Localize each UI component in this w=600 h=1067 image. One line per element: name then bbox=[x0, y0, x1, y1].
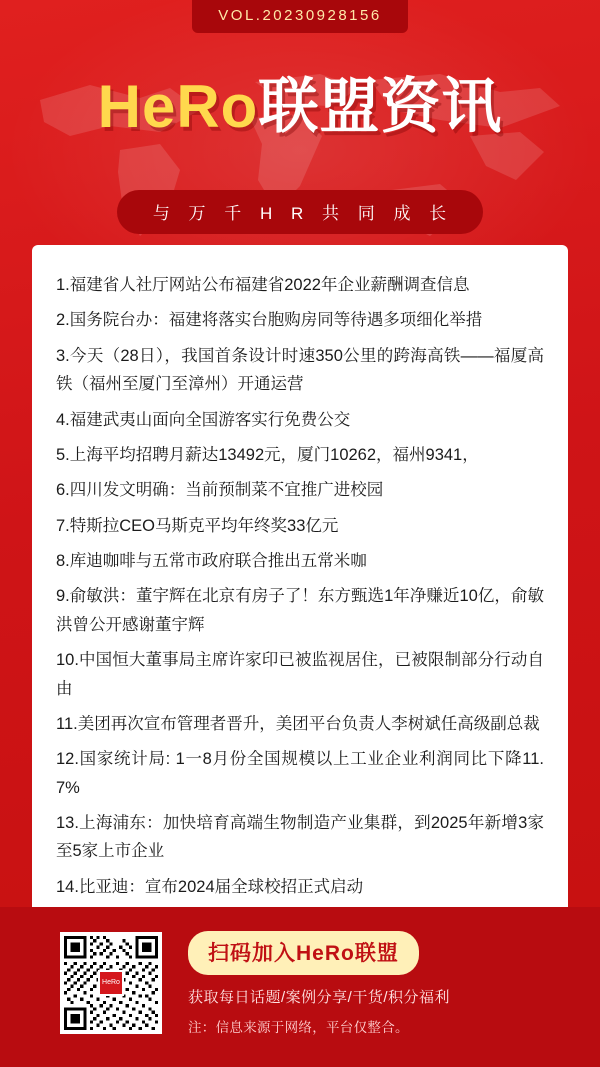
list-item: 9.俞敏洪：董宇辉在北京有房子了！东方甄选1年净赚近10亿，俞敏洪曾公开感谢董宇辉 bbox=[56, 587, 544, 634]
qr-logo: HeRo bbox=[98, 970, 124, 996]
list-item: 14.比亚迪：宣布2024届全球校招正式启动 bbox=[56, 877, 364, 896]
title-brand: HeRo bbox=[97, 73, 259, 140]
list-item: 2.国务院台办：福建将落实台胞购房同等待遇多项细化举措 bbox=[56, 311, 483, 330]
list-item: 7.特斯拉CEO马斯克平均年终奖33亿元 bbox=[56, 516, 339, 535]
list-item: 12.国家统计局: 1一8月份全国规模以上工业企业利润同比下降11.7% bbox=[56, 750, 544, 797]
title-suffix: 联盟资讯 bbox=[258, 73, 503, 140]
benefits-label: 获取每日话题/案例分享/干货/积分福利 bbox=[188, 989, 451, 1006]
join-cta-label[interactable]: 扫码加入HeRo联盟 bbox=[188, 931, 419, 975]
list-item: 3.今天（28日），我国首条设计时速350公里的跨海高铁——福厦高铁（福州至厦门至漳州）开通运营 bbox=[56, 346, 544, 394]
list-item: 1.福建省人社厅网站公布福建省2022年企业薪酬调查信息 bbox=[56, 276, 470, 294]
list-item: 5.上海平均招聘月薪达13492元，厦门10262，福州9341， bbox=[56, 445, 479, 464]
list-item: 13.上海浦东：加快培育高端生物制造产业集群，到2025年新增3家至5家上市企业 bbox=[56, 814, 544, 861]
volume-bar bbox=[0, 0, 600, 33]
news-card bbox=[32, 245, 568, 966]
subtitle-label: 与 万 千 H R 共 同 成 长 bbox=[117, 190, 483, 234]
list-item: 4.福建武夷山面向全国游客实行免费公交 bbox=[56, 410, 351, 429]
subtitle-bar bbox=[0, 190, 600, 234]
news-list bbox=[56, 271, 544, 937]
page-title bbox=[0, 72, 600, 141]
footer bbox=[0, 907, 600, 1067]
list-item: 10.中国恒大董事局主席许家印已被监视居住，已被限制部分行动自由 bbox=[56, 651, 544, 698]
list-item: 11.美团再次宣布管理者晋升，美团平台负责人李树斌任高级副总裁 bbox=[56, 714, 540, 733]
footer-content bbox=[0, 907, 600, 1036]
volume-label: VOL.20230928156 bbox=[192, 0, 407, 33]
list-item: 8.库迪咖啡与五常市政府联合推出五常米咖 bbox=[56, 552, 367, 570]
title-text bbox=[0, 72, 600, 141]
qr-code[interactable] bbox=[60, 932, 162, 1034]
list-item: 6.四川发文明确：当前预制菜不宜推广进校园 bbox=[56, 481, 384, 500]
footer-text bbox=[188, 929, 450, 1036]
source-note: 注：信息来源于网络，平台仅整合。 bbox=[188, 1020, 409, 1035]
